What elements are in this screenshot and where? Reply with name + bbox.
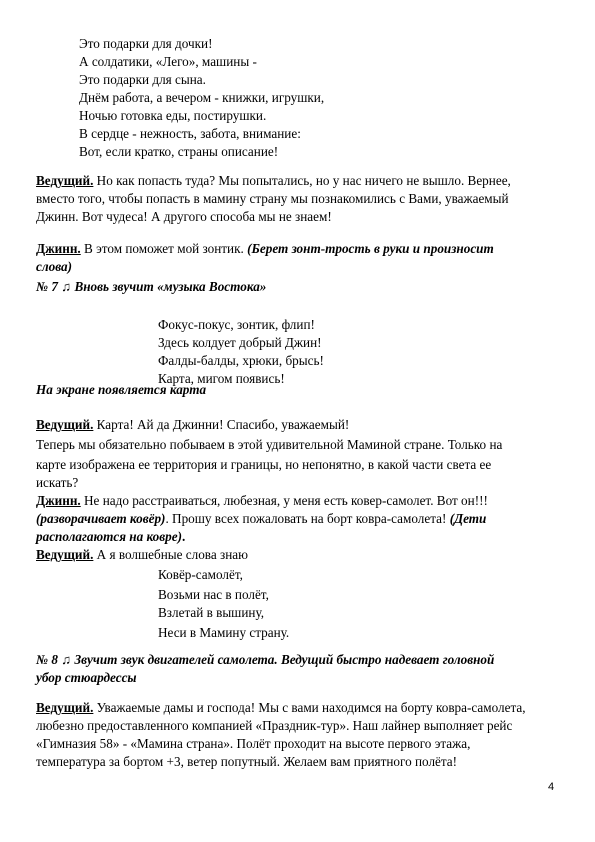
spell-line: Здесь колдует добрый Джин! bbox=[158, 335, 322, 350]
speaker-name: Ведущий. bbox=[36, 173, 94, 188]
dialogue-line: температура за бортом +3, ветер попутный. Желаем вам приятного полёта! bbox=[36, 754, 458, 769]
stage-direction: На экране появляется карта bbox=[36, 382, 207, 397]
poem-line: Днём работа, а вечером - книжки, игрушки, bbox=[79, 90, 325, 105]
spell-line: Взлетай в вышину, bbox=[158, 605, 265, 620]
dialogue-line bbox=[36, 492, 488, 510]
stage-direction: располагаются на ковре) bbox=[36, 529, 183, 544]
music-cue: № 7 ♫ Вновь звучит «музыка Востока» bbox=[36, 279, 267, 294]
page-number: 4 bbox=[548, 781, 555, 793]
speaker-name: Джинн. bbox=[36, 241, 81, 256]
dialogue-text: . Прошу всех пожаловать на борт ковра-самолета! bbox=[165, 511, 450, 526]
dialogue-line: карте изображена ее территория и границы, но непонятно, в какой части света ее bbox=[36, 457, 492, 472]
poem-line: Вот, если кратко, страны описание! bbox=[79, 144, 279, 159]
speaker-name: Ведущий. bbox=[36, 700, 94, 715]
poem-line: А солдатики, «Лего», машины - bbox=[79, 54, 257, 69]
stage-direction: (Дети bbox=[449, 511, 487, 526]
dialogue-line bbox=[36, 546, 248, 564]
dialogue-line: Теперь мы обязательно побываем в этой удивительной Маминой стране. Только на bbox=[36, 437, 503, 452]
poem-line: Это подарки для сына. bbox=[79, 72, 206, 87]
stage-direction: слова) bbox=[36, 259, 73, 274]
stage-direction: (разворачивает ковёр) bbox=[36, 511, 166, 526]
dialogue-text: Карта! Ай да Джинни! Спасибо, уважаемый! bbox=[93, 417, 350, 432]
music-cue: № 8 ♫ Звучит звук двигателей самолета. Ведущий быстро надевает головной bbox=[36, 652, 495, 667]
dialogue-text: А я волшебные слова знаю bbox=[93, 547, 248, 562]
speaker-name: Ведущий. bbox=[36, 547, 94, 562]
speaker-name: Ведущий. bbox=[36, 417, 94, 432]
dialogue-text: Но как попасть туда? Мы попытались, но у нас ничего не вышло. Вернее, bbox=[93, 173, 511, 188]
dialogue-text: Уважаемые дамы и господа! Мы с вами находимся на борту ковра-самолета, bbox=[93, 700, 526, 715]
dialogue-line: Джинн. Вот чудеса! А другого способа мы не знаем! bbox=[36, 209, 332, 224]
dialogue-line: любезно предоставленного компанией «Праздник-тур». Наш лайнер выполняет рейс bbox=[36, 718, 513, 733]
dialogue-line: вместо того, чтобы попасть в мамину страну мы познакомились с Вами, уважаемый bbox=[36, 191, 509, 206]
spell-line: Возьми нас в полёт, bbox=[158, 587, 269, 602]
poem-line: В сердце - нежность, забота, внимание: bbox=[79, 126, 301, 141]
dialogue-text: Не надо расстраиваться, любезная, у меня есть ковер-самолет. Вот он!!! bbox=[80, 493, 488, 508]
music-cue: убор стюардессы bbox=[36, 670, 137, 685]
punctuation: . bbox=[182, 529, 186, 544]
dialogue-text: В этом поможет мой зонтик. bbox=[80, 241, 248, 256]
poem-line: Это подарки для дочки! bbox=[79, 36, 213, 51]
stage-direction: (Берет зонт-трость в руки и произносит bbox=[247, 241, 494, 256]
spell-line: Неси в Мамину страну. bbox=[158, 625, 290, 640]
dialogue-line: «Гимназия 58» - «Мамина страна». Полёт проходит на высоте первого этажа, bbox=[36, 736, 471, 751]
dialogue-line bbox=[36, 699, 526, 717]
dialogue-line bbox=[36, 172, 511, 190]
poem-line: Ночью готовка еды, постирушки. bbox=[79, 108, 267, 123]
spell-line: Фокус-покус, зонтик, флип! bbox=[158, 317, 315, 332]
spell-line: Фалды-балды, хрюки, брысь! bbox=[158, 353, 324, 368]
speaker-name: Джинн. bbox=[36, 493, 81, 508]
dialogue-line bbox=[36, 240, 494, 258]
dialogue-line: искать? bbox=[36, 475, 79, 490]
spell-line: Ковёр-самолёт, bbox=[158, 567, 243, 582]
dialogue-line bbox=[36, 510, 486, 528]
dialogue-line bbox=[36, 528, 185, 546]
dialogue-line bbox=[36, 416, 349, 434]
spell-line: Карта, мигом появись! bbox=[158, 371, 285, 386]
